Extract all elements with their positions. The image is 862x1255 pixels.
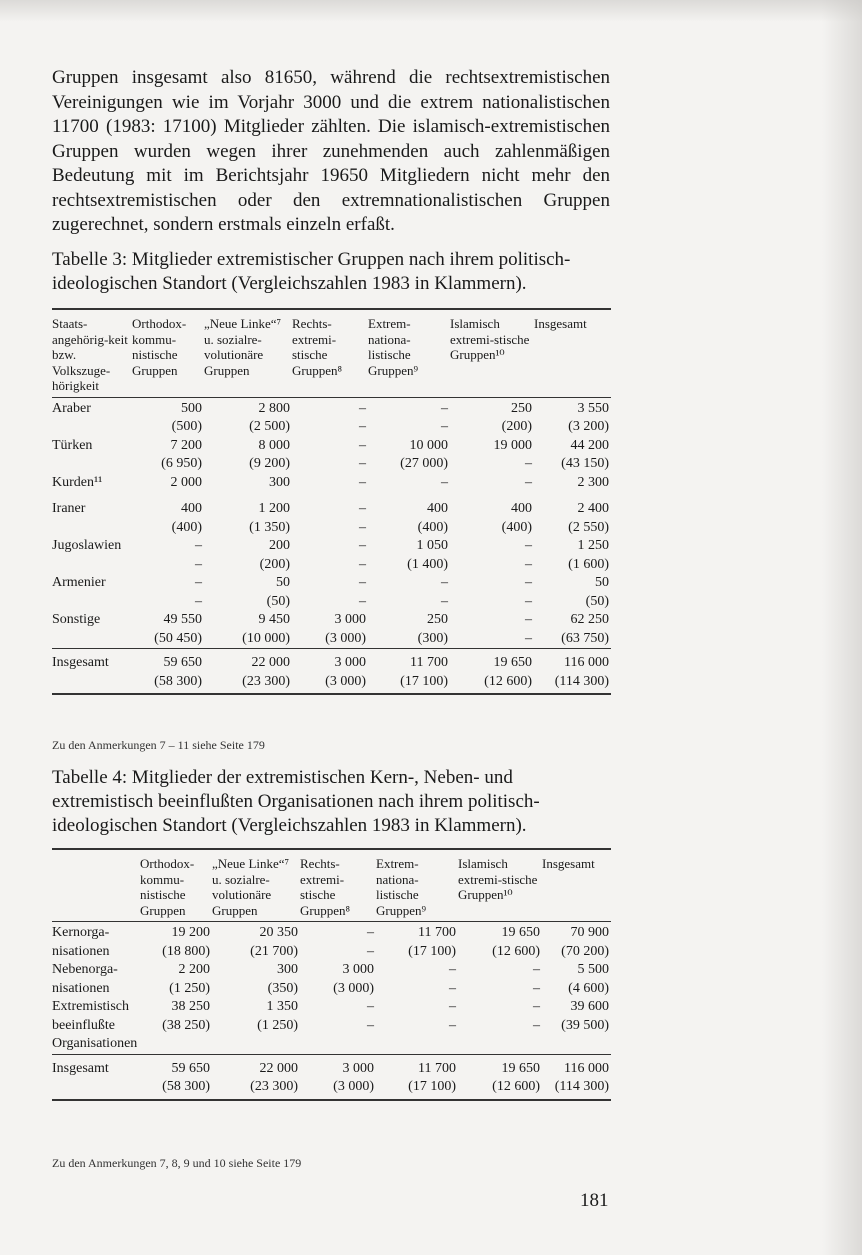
table4-footnote: Zu den Anmerkungen 7, 8, 9 und 10 siehe Seite 179 [52,1156,302,1170]
table3-header-cell: Islamisch extremi-stische Gruppen¹⁰ [450,309,534,397]
table4-caption: Tabelle 4: Mitglieder der extremistischen Kern-, Neben- und extremistisch beeinflußten Organisationen nach ihrem politisch-ideologischen Standort (Vergleichszahlen 1983 in Klammern). [52,767,540,836]
table4-cell [300,1035,376,1054]
table3-cell: (6 950) [161,456,202,471]
table3-cell: (400) [501,519,532,535]
table4-cell: 3 000 [342,962,374,977]
table3-cell: – [441,593,448,609]
table4-header-cell [52,849,140,922]
table3-row [52,593,611,612]
table3-cell: 2 800 [258,400,290,416]
table3-total-row [52,673,611,695]
table3-cell: (500) [171,419,202,434]
table3-cell: – [359,556,366,572]
table3-row-label [52,455,132,474]
table3-cell: 3 000 [334,612,366,627]
table4-row-label: Organisationen [52,1036,138,1051]
table4-cell: – [449,999,456,1014]
table4-row-label: Extremistisch [52,999,129,1014]
table3-row-label: Araber [52,400,91,416]
table3-cell: – [195,575,202,590]
table4-cell: 11 700 [376,1054,458,1078]
table3-header-cell: Staats-angehörig-keit bzw. Volkszuge-hörigkeit [52,309,132,397]
table3-cell: – [359,538,366,553]
table3-body [52,397,611,694]
table3-cell: (10 000) [242,630,290,646]
table4-row-label: beeinflußte [52,1017,115,1033]
table3-cell: 400 [427,501,448,516]
table3-cell: 1 200 [258,501,290,516]
table3-cell: 2 000 [170,474,202,490]
table3-cell: (400) [417,519,448,535]
table3-cell: – [359,575,366,590]
table4-cell: 116 000 [542,1054,611,1078]
table3-cell: (27 000) [400,456,448,471]
table3-cell: 400 [181,501,202,516]
table3-cell: 10 000 [409,437,448,453]
scan-page-edge [822,0,862,1255]
table3-cell: – [525,538,532,553]
table3-cell: – [359,593,366,609]
table3-cell: 2 400 [577,501,609,516]
scan-top-shadow [0,0,862,22]
table3-cell: 400 [511,501,532,516]
table3-cell: (17 100) [400,673,448,689]
table4-cell: – [449,962,456,977]
table3-cell: 59 650 [132,649,204,673]
table3-cell: – [359,437,366,453]
table4-cell: – [367,999,374,1014]
table3-row [52,630,611,649]
table3-cell: – [359,519,366,535]
table4-cell: 19 200 [171,925,210,940]
table4-cell: (39 500) [561,1017,609,1033]
table4-cell: (4 600) [568,980,609,996]
table3-row-label [52,556,132,575]
table3-cell: (50) [266,593,290,609]
table3-cell: 50 [276,575,290,590]
table3-cell: – [525,575,532,590]
table3-cell: (12 600) [484,673,532,689]
table3-cell: 22 000 [204,649,292,673]
table3-row-label: Kurden¹¹ [52,474,103,490]
table3-row-label: Insgesamt [52,649,132,673]
table3-cell: 11 700 [368,649,450,673]
table3-cell: 8 000 [258,437,290,453]
table4-cell: – [367,943,374,959]
table3-row [52,574,611,593]
table4-cell: 70 900 [570,925,609,940]
table3-cell: – [525,630,532,646]
table3-cell: 1 250 [577,538,609,553]
table3-cell: (2 500) [249,419,290,434]
table3-cell: – [525,474,532,490]
table3-row [52,418,611,437]
table3-row [52,519,611,538]
intro-paragraph: Gruppen insgesamt also 81650, während die rechtsextremistischen Vereinigungen wie im Vorjahr 3000 und die extrem nationalistischen 11700 (1983: 17100) Mitglieder zählten. Die islamisch-extremistischen Gruppen wurden wegen ihrer zunehmenden auch zahlenmäßigen Bedeutung mit im Berichtsjahr 19650 Mitgliedern nicht mehr den rechtsextremistischen oder den extremnationalistischen Gruppen zugerechnet, sondern erstmals einzeln erfaßt. [52,67,610,235]
table3-row [52,437,611,456]
table4-cell: 19 650 [501,925,540,940]
table3-cell: – [525,456,532,471]
table3-row-label [52,593,132,612]
table3-cell: – [359,400,366,416]
table3-cell: 19 650 [450,649,534,673]
table4-cell [376,1035,458,1054]
table4-cell: – [533,1017,540,1033]
table3-cell: – [441,575,448,590]
table4-cell: (18 800) [162,943,210,959]
table4-cell: 59 650 [140,1054,212,1078]
table3-cell: 49 550 [163,612,202,627]
table3-row-label [52,673,132,695]
table3-row [52,537,611,556]
table3-cell: 3 550 [577,400,609,416]
table4-cell [542,1035,611,1054]
table3-cell: 3 000 [292,649,368,673]
table3-row-label: Armenier [52,575,106,590]
table3-cell: (9 200) [249,456,290,471]
table4-cell: – [367,1017,374,1033]
table3-cell: (23 300) [242,673,290,689]
table3-cell: (1 600) [568,556,609,572]
table4-cell: (70 200) [561,943,609,959]
table3-header-cell: Orthodox-kommu-nistische Gruppen [132,309,204,397]
table4-cell: (21 700) [250,943,298,959]
table4-cell: (58 300) [162,1079,210,1094]
table4-cell: – [367,925,374,940]
table4-row [52,1035,611,1054]
table4-cell: (350) [267,980,298,996]
table3-row-label [52,418,132,437]
table3-row [52,397,611,418]
table4-row [52,1017,611,1036]
table3-cell: (3 200) [568,419,609,434]
table3-cell: (3 000) [325,673,366,689]
table3-cell: – [441,474,448,490]
table3-cell: 1 050 [416,538,448,553]
table4-cell: (114 300) [554,1079,609,1094]
table3-row-label [52,630,132,649]
table3-cell: (1 400) [407,556,448,572]
table3-cell: 300 [269,474,290,490]
table4-cell: – [449,980,456,996]
table4-cell: (1 250) [169,980,210,996]
table3-cell: (2 550) [568,519,609,535]
table4-row [52,980,611,999]
table3-row-label: Iraner [52,501,86,516]
table4-row-label: nisationen [52,980,110,996]
table3-header-cell: Extrem-nationa-listische Gruppen⁹ [368,309,450,397]
table4-cell: – [533,999,540,1014]
table4-cell: 38 250 [171,999,210,1014]
table3-cell: – [359,419,366,434]
table4-header-cell: Islamisch extremi-stische Gruppen¹⁰ [458,849,542,922]
table4-row-label [52,1078,140,1100]
table3-row-label [52,519,132,538]
table3-cell: (1 350) [249,519,290,535]
table3-cell: 19 000 [493,437,532,453]
table4-row-label: nisationen [52,943,110,959]
table3-row-label: Türken [52,437,93,453]
table3-header-cell: Insgesamt [534,309,611,397]
table4-cell: 2 200 [178,962,210,977]
table3-cell: (58 300) [154,673,202,689]
table4-cell [212,1035,300,1054]
table4-cell [458,1035,542,1054]
table3-cell: – [195,593,202,609]
table3-footnote: Zu den Anmerkungen 7 – 11 siehe Seite 179 [52,738,265,752]
table4-cell: (3 000) [333,980,374,996]
table3-cell: 9 450 [258,612,290,627]
table3-row [52,474,611,493]
table3-cell: 44 200 [570,437,609,453]
table4-cell [140,1035,212,1054]
page-number: 181 [580,1190,609,1211]
table3-row-label: Jugoslawien [52,538,122,553]
table4-header-cell: Rechts-extremi-stische Gruppen⁸ [300,849,376,922]
table4-header-cell: Insgesamt [542,849,611,922]
table3-cell: (114 300) [554,673,609,689]
table3-header-cell: Rechts-extremi-stische Gruppen⁸ [292,309,368,397]
table3-cell: – [441,419,448,434]
table3-cell: (300) [417,630,448,646]
table4-row-label: Nebenorga- [52,962,118,977]
table4-cell: 19 650 [458,1054,542,1078]
table3-cell: 250 [427,612,448,627]
table4-cell: 20 350 [259,925,298,940]
table4-cell: – [449,1017,456,1033]
table3-cell: 200 [269,538,290,553]
table4-row [52,922,611,943]
table4-cell: 5 500 [577,962,609,977]
table3-cell: 250 [511,400,532,416]
table4-body [52,922,611,1100]
table4-cell: (12 600) [492,943,540,959]
table3-cell: – [359,474,366,490]
table3-cell: – [195,556,202,572]
table3-header-row [52,309,611,397]
table4-cell: 300 [277,962,298,977]
table4-cell: (3 000) [333,1079,374,1094]
table3-row [52,611,611,630]
table3-cell: – [441,400,448,416]
table3-cell: (50 450) [154,630,202,646]
table3-cell: – [195,538,202,553]
table4-total-row [52,1078,611,1100]
table4-row [52,961,611,980]
table4-total-row [52,1054,611,1078]
table3-row [52,455,611,474]
table3-row [52,492,611,519]
table3-row [52,556,611,575]
table4-cell: 39 600 [570,999,609,1014]
table3-cell: (400) [171,519,202,535]
table4-header-cell: Orthodox-kommu-nistische Gruppen [140,849,212,922]
table3-cell: (3 000) [325,630,366,646]
table4-row-label: Insgesamt [52,1054,140,1078]
table4-row-label: Kernorga- [52,925,110,940]
table4-cell: (1 250) [257,1017,298,1033]
table4-cell: – [533,962,540,977]
table4-header-cell: „Neue Linke“⁷ u. sozialre-volutionäre Gruppen [212,849,300,922]
table4-cell: – [533,980,540,996]
table3-cell: 2 300 [577,474,609,490]
table3-header-cell: „Neue Linke“⁷ u. sozialre-volutionäre Gruppen [204,309,292,397]
table4-cell: 22 000 [212,1054,300,1078]
table4-row [52,943,611,962]
table3-cell: 7 200 [170,437,202,453]
table4-cell: (38 250) [162,1017,210,1033]
table4-header-cell: Extrem-nationa-listische Gruppen⁹ [376,849,458,922]
table3-total-row [52,649,611,673]
table4-cell: (23 300) [250,1079,298,1094]
table4-cell: 11 700 [418,925,456,940]
table3-caption: Tabelle 3: Mitglieder extremistischer Gruppen nach ihrem politisch-ideologischen Standort (Vergleichszahlen 1983 in Klammern). [52,249,571,294]
table3-cell: (200) [259,556,290,572]
table3-cell: – [359,501,366,516]
table4-cell: 3 000 [300,1054,376,1078]
table4-header-row [52,849,611,922]
table4 [52,848,611,1101]
table3-cell: – [525,556,532,572]
table3-cell: 500 [181,400,202,416]
table4-cell: (17 100) [408,1079,456,1094]
table3-cell: – [359,456,366,471]
table3-cell: (63 750) [561,630,609,646]
table3-cell: (200) [501,419,532,434]
table3-cell: 62 250 [570,612,609,627]
table3-cell: – [525,612,532,627]
table3-cell: 116 000 [534,649,611,673]
table3-cell: (43 150) [561,456,609,471]
table4-cell: (12 600) [492,1079,540,1094]
table4-row [52,998,611,1017]
table4-cell: (17 100) [408,943,456,959]
table3-cell: (50) [585,593,609,609]
table3-row-label: Sonstige [52,612,101,627]
table4-cell: 1 350 [266,999,298,1014]
table3-cell: – [525,593,532,609]
table3 [52,308,611,695]
table3-cell: 50 [595,575,609,590]
